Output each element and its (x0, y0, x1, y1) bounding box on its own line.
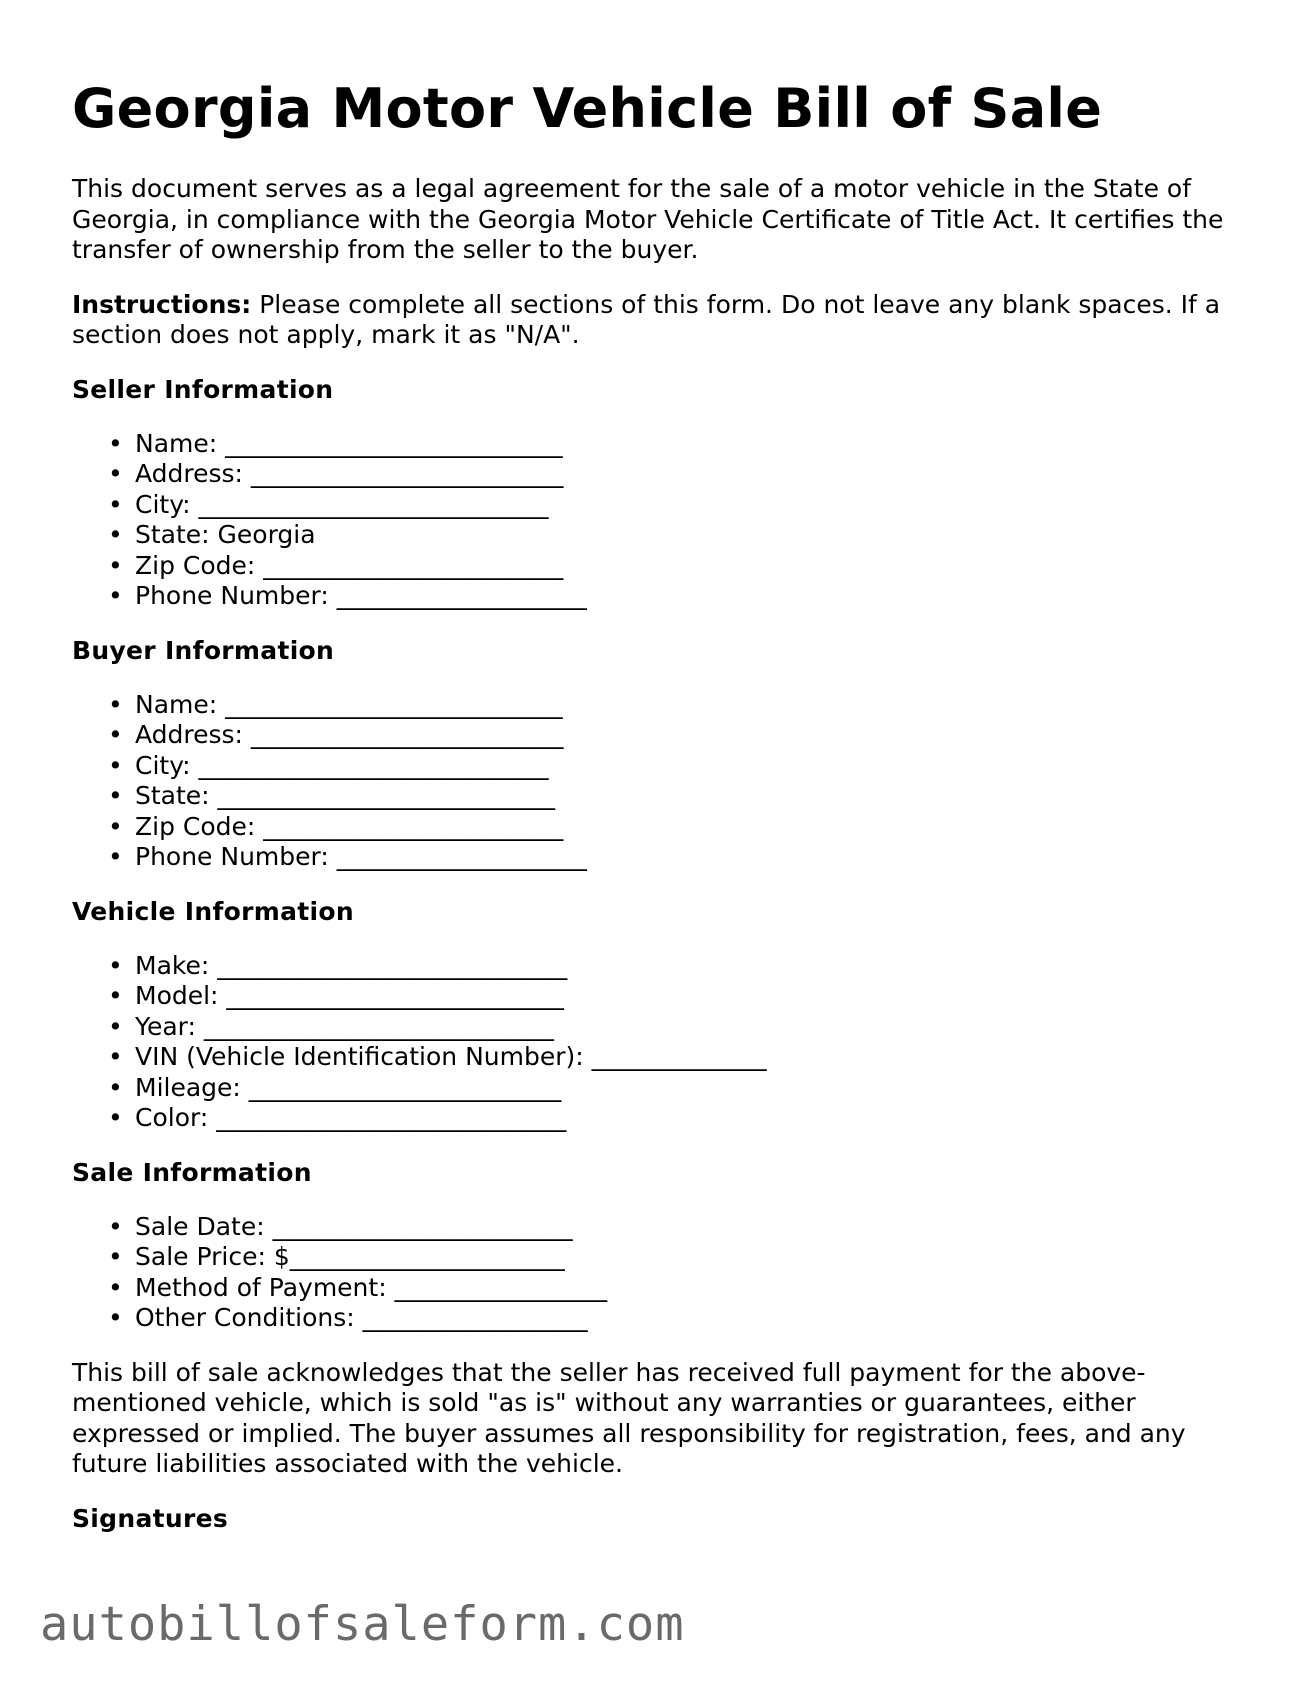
seller-zip-code-field[interactable] (108, 551, 1242, 582)
list-item-text: Color: ____________________________ (135, 1103, 567, 1132)
vehicle-color-field[interactable] (108, 1103, 1242, 1134)
bullet-icon: • (108, 1011, 123, 1041)
seller-information-heading: Seller Information (72, 374, 334, 404)
document-title: Georgia Motor Vehicle Bill of Sale (72, 77, 1103, 140)
seller-name-field[interactable] (108, 429, 1242, 460)
vehicle-vin-field[interactable] (108, 1042, 1242, 1073)
list-item-text: Address: _________________________ (135, 720, 564, 749)
method-of-payment-field[interactable] (108, 1273, 1242, 1304)
list-item-text: Other Conditions: __________________ (135, 1303, 588, 1332)
other-conditions-field[interactable] (108, 1303, 1242, 1334)
intro-paragraph: This document serves as a legal agreement for the sale of a motor vehicle in the State of Georgia, in compliance with the Georgia Motor Vehicle Certificate of Title Act. It certifies the transfer of ownership from the seller to the buyer. (72, 174, 1224, 264)
bullet-icon: • (108, 950, 123, 980)
bullet-icon: • (108, 550, 123, 580)
list-item-text: Phone Number: ____________________ (135, 581, 587, 610)
instructions-paragraph (72, 290, 1242, 351)
bullet-icon: • (108, 581, 123, 610)
signatures-heading: Signatures (72, 1503, 229, 1533)
vehicle-information-heading: Vehicle Information (72, 896, 354, 926)
list-item-text: Name: ___________________________ (135, 428, 563, 458)
seller-information-list (72, 429, 1242, 612)
sale-price-field[interactable] (108, 1242, 1242, 1273)
list-item-text: Model: ___________________________ (135, 981, 564, 1010)
buyer-state-field[interactable] (108, 781, 1242, 812)
bullet-icon: • (108, 811, 123, 841)
sale-information-list (72, 1212, 1242, 1334)
list-item-text: Sale Price: $______________________ (135, 1242, 565, 1271)
bullet-icon: • (108, 428, 123, 458)
buyer-zip-code-field[interactable] (108, 812, 1242, 843)
bullet-icon: • (108, 781, 123, 810)
bullet-icon: • (108, 689, 123, 719)
buyer-name-field[interactable] (108, 690, 1242, 721)
list-item-text: Name: ___________________________ (135, 689, 563, 719)
list-item-text: City: ____________________________ (135, 750, 549, 780)
bullet-icon: • (108, 1072, 123, 1102)
vehicle-information-list (72, 951, 1242, 1134)
seller-state-field (108, 520, 1242, 551)
bullet-icon: • (108, 1103, 123, 1132)
seller-city-field[interactable] (108, 490, 1242, 521)
vehicle-model-field[interactable] (108, 981, 1242, 1012)
list-item-text: VIN (Vehicle Identification Number): ______________ (135, 1042, 767, 1071)
bill-of-sale-document (72, 78, 1242, 1558)
list-item-text: Method of Payment: _________________ (135, 1272, 608, 1302)
list-item-text: Zip Code: ________________________ (135, 811, 564, 841)
buyer-information-list (72, 690, 1242, 873)
sale-date-field[interactable] (108, 1212, 1242, 1243)
bullet-icon: • (108, 489, 123, 519)
sale-information-heading: Sale Information (72, 1157, 312, 1187)
seller-address-field[interactable] (108, 459, 1242, 490)
bullet-icon: • (108, 981, 123, 1010)
site-watermark: autobillofsaleform.com (40, 1597, 685, 1652)
bullet-icon: • (108, 1211, 123, 1241)
instructions-label: Instructions: (72, 289, 252, 319)
list-item-text: Phone Number: ____________________ (135, 842, 587, 871)
buyer-information-heading: Buyer Information (72, 635, 335, 665)
vehicle-year-field[interactable] (108, 1012, 1242, 1043)
vehicle-make-field[interactable] (108, 951, 1242, 982)
bullet-icon: • (108, 750, 123, 780)
bullet-icon: • (108, 1303, 123, 1332)
list-item-text: Year: ____________________________ (135, 1011, 554, 1041)
bullet-icon: • (108, 1042, 123, 1071)
bullet-icon: • (108, 720, 123, 749)
buyer-address-field[interactable] (108, 720, 1242, 751)
list-item-text: Mileage: _________________________ (135, 1072, 562, 1102)
list-item-text: Address: _________________________ (135, 459, 564, 488)
bullet-icon: • (108, 1272, 123, 1302)
buyer-phone-number-field[interactable] (108, 842, 1242, 873)
vehicle-mileage-field[interactable] (108, 1073, 1242, 1104)
list-item-text: Zip Code: ________________________ (135, 550, 564, 580)
list-item-text: State: Georgia (135, 520, 316, 549)
bullet-icon: • (108, 459, 123, 488)
bullet-icon: • (108, 1242, 123, 1271)
list-item-text: State: ___________________________ (135, 781, 556, 810)
instructions-text: Please complete all sections of this form. Do not leave any blank spaces. If a section does not apply, mark it as "N/A". (72, 289, 1221, 349)
list-item-text: Sale Date: ________________________ (135, 1211, 573, 1241)
bullet-icon: • (108, 842, 123, 871)
closing-paragraph: This bill of sale acknowledges that the seller has received full payment for the above-mentioned vehicle, which is sold "as is" without any warranties or guarantees, either expressed or implied. The buyer assumes all responsibility for registration, fees, and any future liabilities associated with the vehicle. (72, 1357, 1186, 1478)
buyer-city-field[interactable] (108, 751, 1242, 782)
list-item-text: City: ____________________________ (135, 489, 549, 519)
seller-phone-number-field[interactable] (108, 581, 1242, 612)
list-item-text: Make: ____________________________ (135, 950, 568, 980)
bullet-icon: • (108, 520, 123, 549)
